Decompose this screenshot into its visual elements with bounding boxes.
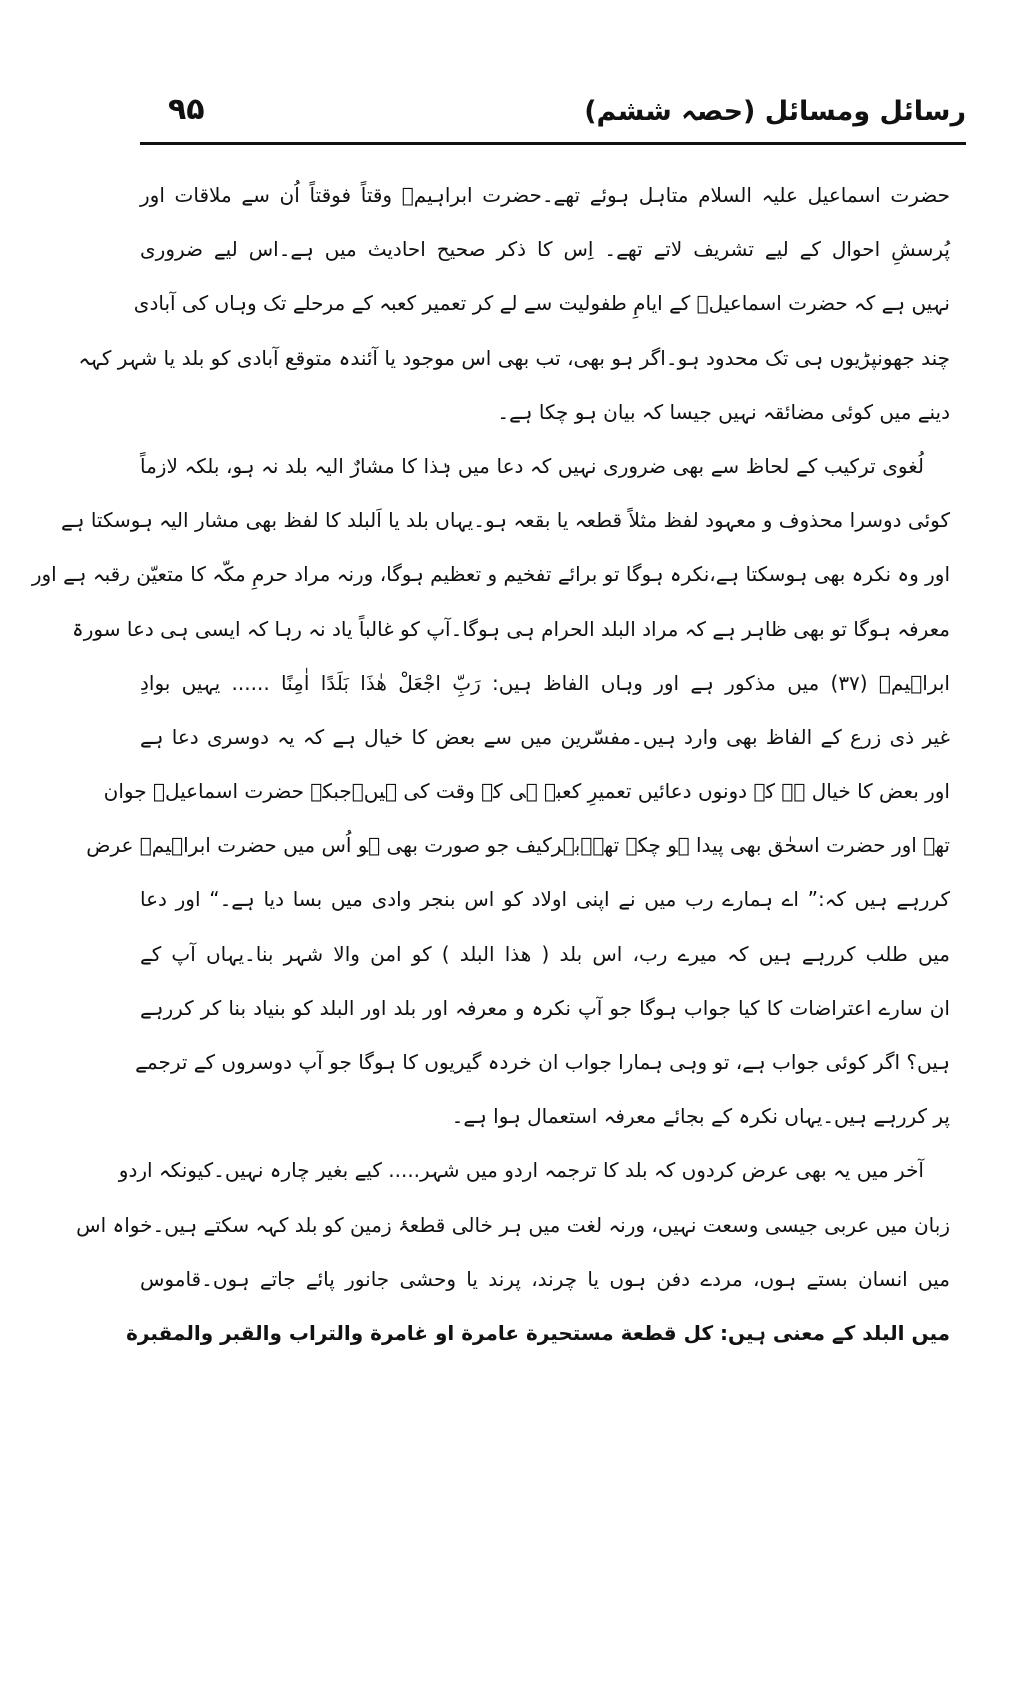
header-rule [140, 142, 966, 145]
text-line: دینے میں کوئی مضائقہ نہیں جیسا کہ بیان ہو چکا ہے۔ [497, 399, 950, 424]
text-line: اور بعض کا خیال ہے کہ دونوں دعائیں تعمیرِ کعبہ ہی کے وقت کی ہیں۔جبکہ حضرت اسماعیلؑ جوان [103, 779, 950, 804]
text-line: حضرت اسماعیل علیہ السلام متاہل ہوئے تھے۔حضرت ابراہیمؑ وقتاً فوقتاً اُن سے ملاقات اور [140, 183, 950, 207]
book-title: رسائل ومسائل (حصہ ششم) [584, 96, 966, 127]
text-line: پُرسشِ احوال کے لیے تشریف لاتے تھے۔ اِس کا ذکر صحیح احادیث میں ہے۔اس لیے ضروری [140, 237, 950, 262]
text-line: نہیں ہے کہ حضرت اسماعیلؑ کے ایامِ طفولیت سے لے کر تعمیر کعبہ کے مرحلے تک وہاں کی آبادی [133, 291, 950, 316]
text-line: میں انسان بستے ہوں، مردے دفن ہوں یا چرند، پرند یا وحشی جانور پائے جاتے ہوں۔قاموس [140, 1266, 950, 1291]
page-header [140, 92, 966, 148]
text-line: ابراہیمؑ (۳۷) میں مذکور ہے اور وہاں الفاظ ہیں: رَبِّ اجْعَلْ ھٰذَا بَلَدًا اٰمِنًا ...... یہیں بوادِ [140, 670, 950, 695]
text-line: تھے اور حضرت اسحٰق بھی پیدا ہو چکے تھے۔بہرکیف جو صورت بھی ہو اُس میں حضرت ابراہیمؑ عرض [86, 833, 950, 858]
text-line: کررہے ہیں کہ:” اے ہمارے رب میں نے اپنی اولاد کو اس بنجر وادی میں بسا دیا ہے۔“ اور دعا [140, 887, 950, 912]
text-line: پر کررہے ہیں۔یہاں نکرہ کے بجائے معرفہ استعمال ہوا ہے۔ [451, 1104, 950, 1129]
text-line: ہیں؟ اگر کوئی جواب ہے، تو وہی ہمارا جواب ان خردہ گیریوں کا ہوگا جو آپ دوسروں کے ترجمے [135, 1050, 950, 1074]
text-line: آخر میں یہ بھی عرض کردوں کہ بلد کا ترجمہ اردو میں شہر..... کیے بغیر چارہ نہیں۔کیونکہ اردو [118, 1158, 924, 1183]
body-text [31, 168, 950, 1360]
text-line: معرفہ ہوگا تو بھی ظاہر ہے کہ مراد البلد الحرام ہی ہوگا۔آپ کو غالباً یاد نہ رہا کہ ایسی ہی دعا سورۃ [72, 616, 950, 641]
text-line: غیر ذی زرع کے الفاظ بھی وارد ہیں۔مفسّرین میں سے بعض کا خیال ہے کہ یہ دوسری دعا ہے [140, 724, 950, 749]
text-line: لُغوی ترکیب کے لحاظ سے بھی ضروری نہیں کہ دعا میں ہٰذا کا مشارٌ الیہ بلد نہ ہو، بلکہ لازماً [140, 453, 924, 478]
text-line: اور وہ نکرہ بھی ہوسکتا ہے،نکرہ ہوگا تو برائے تفخیم و تعظیم ہوگا، ورنہ مراد حرمِ مکّہ کا متعیّن رقبہ ہے اور [31, 562, 950, 587]
text-line: میں طلب کررہے ہیں کہ میرے رب، اس بلد ( ھذا البلد ) کو امن والا شہر بنا۔یہاں آپ کے [140, 941, 950, 966]
text-line: زبان میں عربی جیسی وسعت نہیں، ورنہ لغت میں ہر خالی قطعۂ زمین کو بلد کہہ سکتے ہیں۔خواہ اس [76, 1212, 950, 1237]
text-line: میں البلد کے معنی ہیں: کل قطعة مستحيرة عامرة او غامرة والتراب والقبر والمقبرة [126, 1320, 950, 1345]
page-number: ۹۵ [168, 92, 205, 127]
text-line: کوئی دوسرا محذوف و معہود لفظ مثلاً قطعہ یا بقعہ ہو۔یہاں بلد یا اَلبلد کا لفظ بھی مشار الیہ ہوسکتا ہے [61, 508, 950, 533]
text-line: ان سارے اعتراضات کا کیا جواب ہوگا جو آپ نکرہ و معرفہ اور بلد اور البلد کو بنیاد بنا کر کررہے [140, 995, 950, 1020]
text-line: چند جھونپڑیوں ہی تک محدود ہو۔اگر ہو بھی، تب بھی اس موجود یا آئندہ متوقع آبادی کو بلد یا شہر کہہ [78, 345, 950, 370]
